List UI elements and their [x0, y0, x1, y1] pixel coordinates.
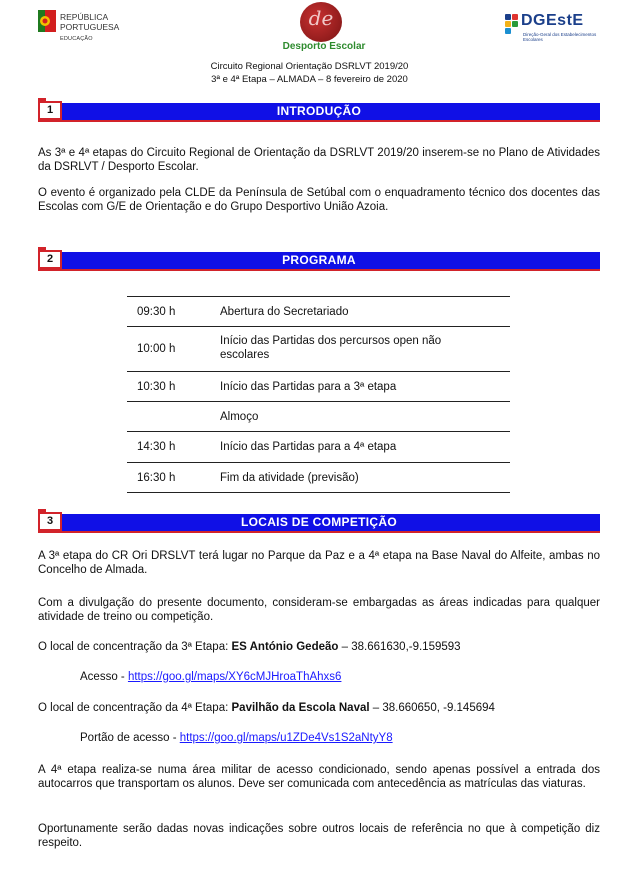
table-cell-desc: Início das Partidas para a 3ª etapa [220, 381, 397, 393]
table-row [127, 327, 510, 372]
dgeste-sub: Direção-Geral dos Estabelecimentos Escolares [523, 32, 597, 42]
table-cell-time: 10:30 h [137, 381, 176, 393]
acesso-4-label: Portão de acesso - [80, 732, 180, 744]
document-title-line2: 3ª e 4ª Etapa – ALMADA – 8 fevereiro de 2020 [211, 74, 408, 85]
table-cell-desc: Abertura do Secretariado [220, 306, 349, 318]
section-number: 2 [46, 253, 54, 265]
section-title: LOCAIS DE COMPETIÇÃO [240, 515, 397, 529]
section-title: INTRODUÇÃO [276, 104, 362, 118]
local-3-name: ES António Gedeão [231, 641, 339, 653]
table-cell-desc: Início das Partidas para a 4ª etapa [220, 441, 397, 453]
desporto-escolar-logo [276, 0, 372, 58]
table-row [127, 372, 510, 402]
acesso-3-link[interactable]: https://goo.gl/maps/XY6cMJHroaThAhxs6 [127, 671, 342, 683]
table-cell-desc: Fim da atividade (previsão) [220, 472, 359, 484]
table-cell-desc: Almoço [220, 411, 259, 423]
local-4-etapa [38, 701, 600, 715]
document-title-line1: Circuito Regional Orientação DSRLVT 2019/20 [210, 61, 409, 72]
table-cell-desc: Início das Partidas dos percursos open não escolares [220, 335, 442, 361]
section-bar-locais [38, 514, 600, 533]
republica-line2: PORTUGUESA [60, 22, 120, 32]
table-cell-time: 10:00 h [137, 343, 176, 355]
local-3-prefix: O local de concentração da 3ª Etapa: [38, 641, 232, 653]
acesso-3-label: Acesso - [80, 671, 128, 683]
local-4-coords: – 38.660650, -9.145694 [369, 702, 495, 714]
intro-paragraph-1: As 3ª e 4ª etapas do Circuito Regional de Orientação da DSRLVT 2019/20 inserem-se no Plano de Atividades da DSRLVT / Desporto Escolar. [38, 147, 600, 173]
republica-line1: REPÚBLICA [60, 12, 109, 22]
section-title: PROGRAMA [282, 253, 356, 267]
table-cell-time: 09:30 h [137, 306, 176, 318]
table-row [127, 402, 510, 432]
table-row [127, 297, 510, 327]
dgeste-name: DGEstE [521, 12, 584, 29]
table-row [127, 432, 510, 463]
section-bar-programa [38, 252, 600, 271]
locais-paragraph-2: Com a divulgação do presente documento, consideram-se embargadas as áreas indicadas para qualquer atividade de treino ou competição. [38, 597, 600, 623]
intro-paragraph-2: O evento é organizado pela CLDE da Península de Setúbal com o enquadramento técnico dos docentes das Escolas com G/E de Orientação e do Grupo Desportivo União Azoia. [38, 187, 600, 213]
section-number: 3 [46, 515, 54, 527]
republica-portuguesa-logo [38, 10, 138, 46]
desporto-escolar-name: Desporto Escolar [282, 41, 366, 52]
local-4-name: Pavilhão da Escola Naval [231, 702, 370, 714]
section-number: 1 [46, 104, 54, 116]
table-cell-time: 14:30 h [137, 441, 176, 453]
local-3-etapa [38, 640, 600, 654]
republica-sub: EDUCAÇÃO [60, 36, 93, 42]
locais-paragraph-1: A 3ª etapa do CR Ori DRSLVT terá lugar no Parque da Paz e a 4ª etapa na Base Naval do Alfeite, ambas no Concelho de Almada. [38, 550, 600, 576]
acesso-4 [80, 731, 600, 745]
locais-paragraph-4: Oportunamente serão dadas novas indicações sobre outros locais de referência no que à competição diz respeito. [38, 823, 600, 849]
dgeste-squares-icon [505, 14, 521, 38]
table-row [127, 463, 510, 493]
acesso-3 [80, 670, 600, 684]
local-3-coords: – 38.661630,-9.159593 [338, 641, 461, 653]
table-cell-time: 16:30 h [137, 472, 176, 484]
local-4-prefix: O local de concentração da 4ª Etapa: [38, 702, 232, 714]
portugal-emblem-icon [38, 10, 56, 32]
locais-paragraph-3: A 4ª etapa realiza-se numa área militar de acesso condicionado, sendo apenas possível a entrada dos autocarros que transportam os alunos. Deve ser comunicada com antecedência as matrículas das viaturas. [38, 764, 600, 790]
de-mark: de [308, 6, 334, 30]
section-bar-introducao [38, 103, 600, 122]
dgeste-logo [505, 12, 605, 52]
programa-table [127, 296, 510, 493]
acesso-4-link[interactable]: https://goo.gl/maps/u1ZDe4Vs1S2aNtyY8 [179, 732, 393, 744]
